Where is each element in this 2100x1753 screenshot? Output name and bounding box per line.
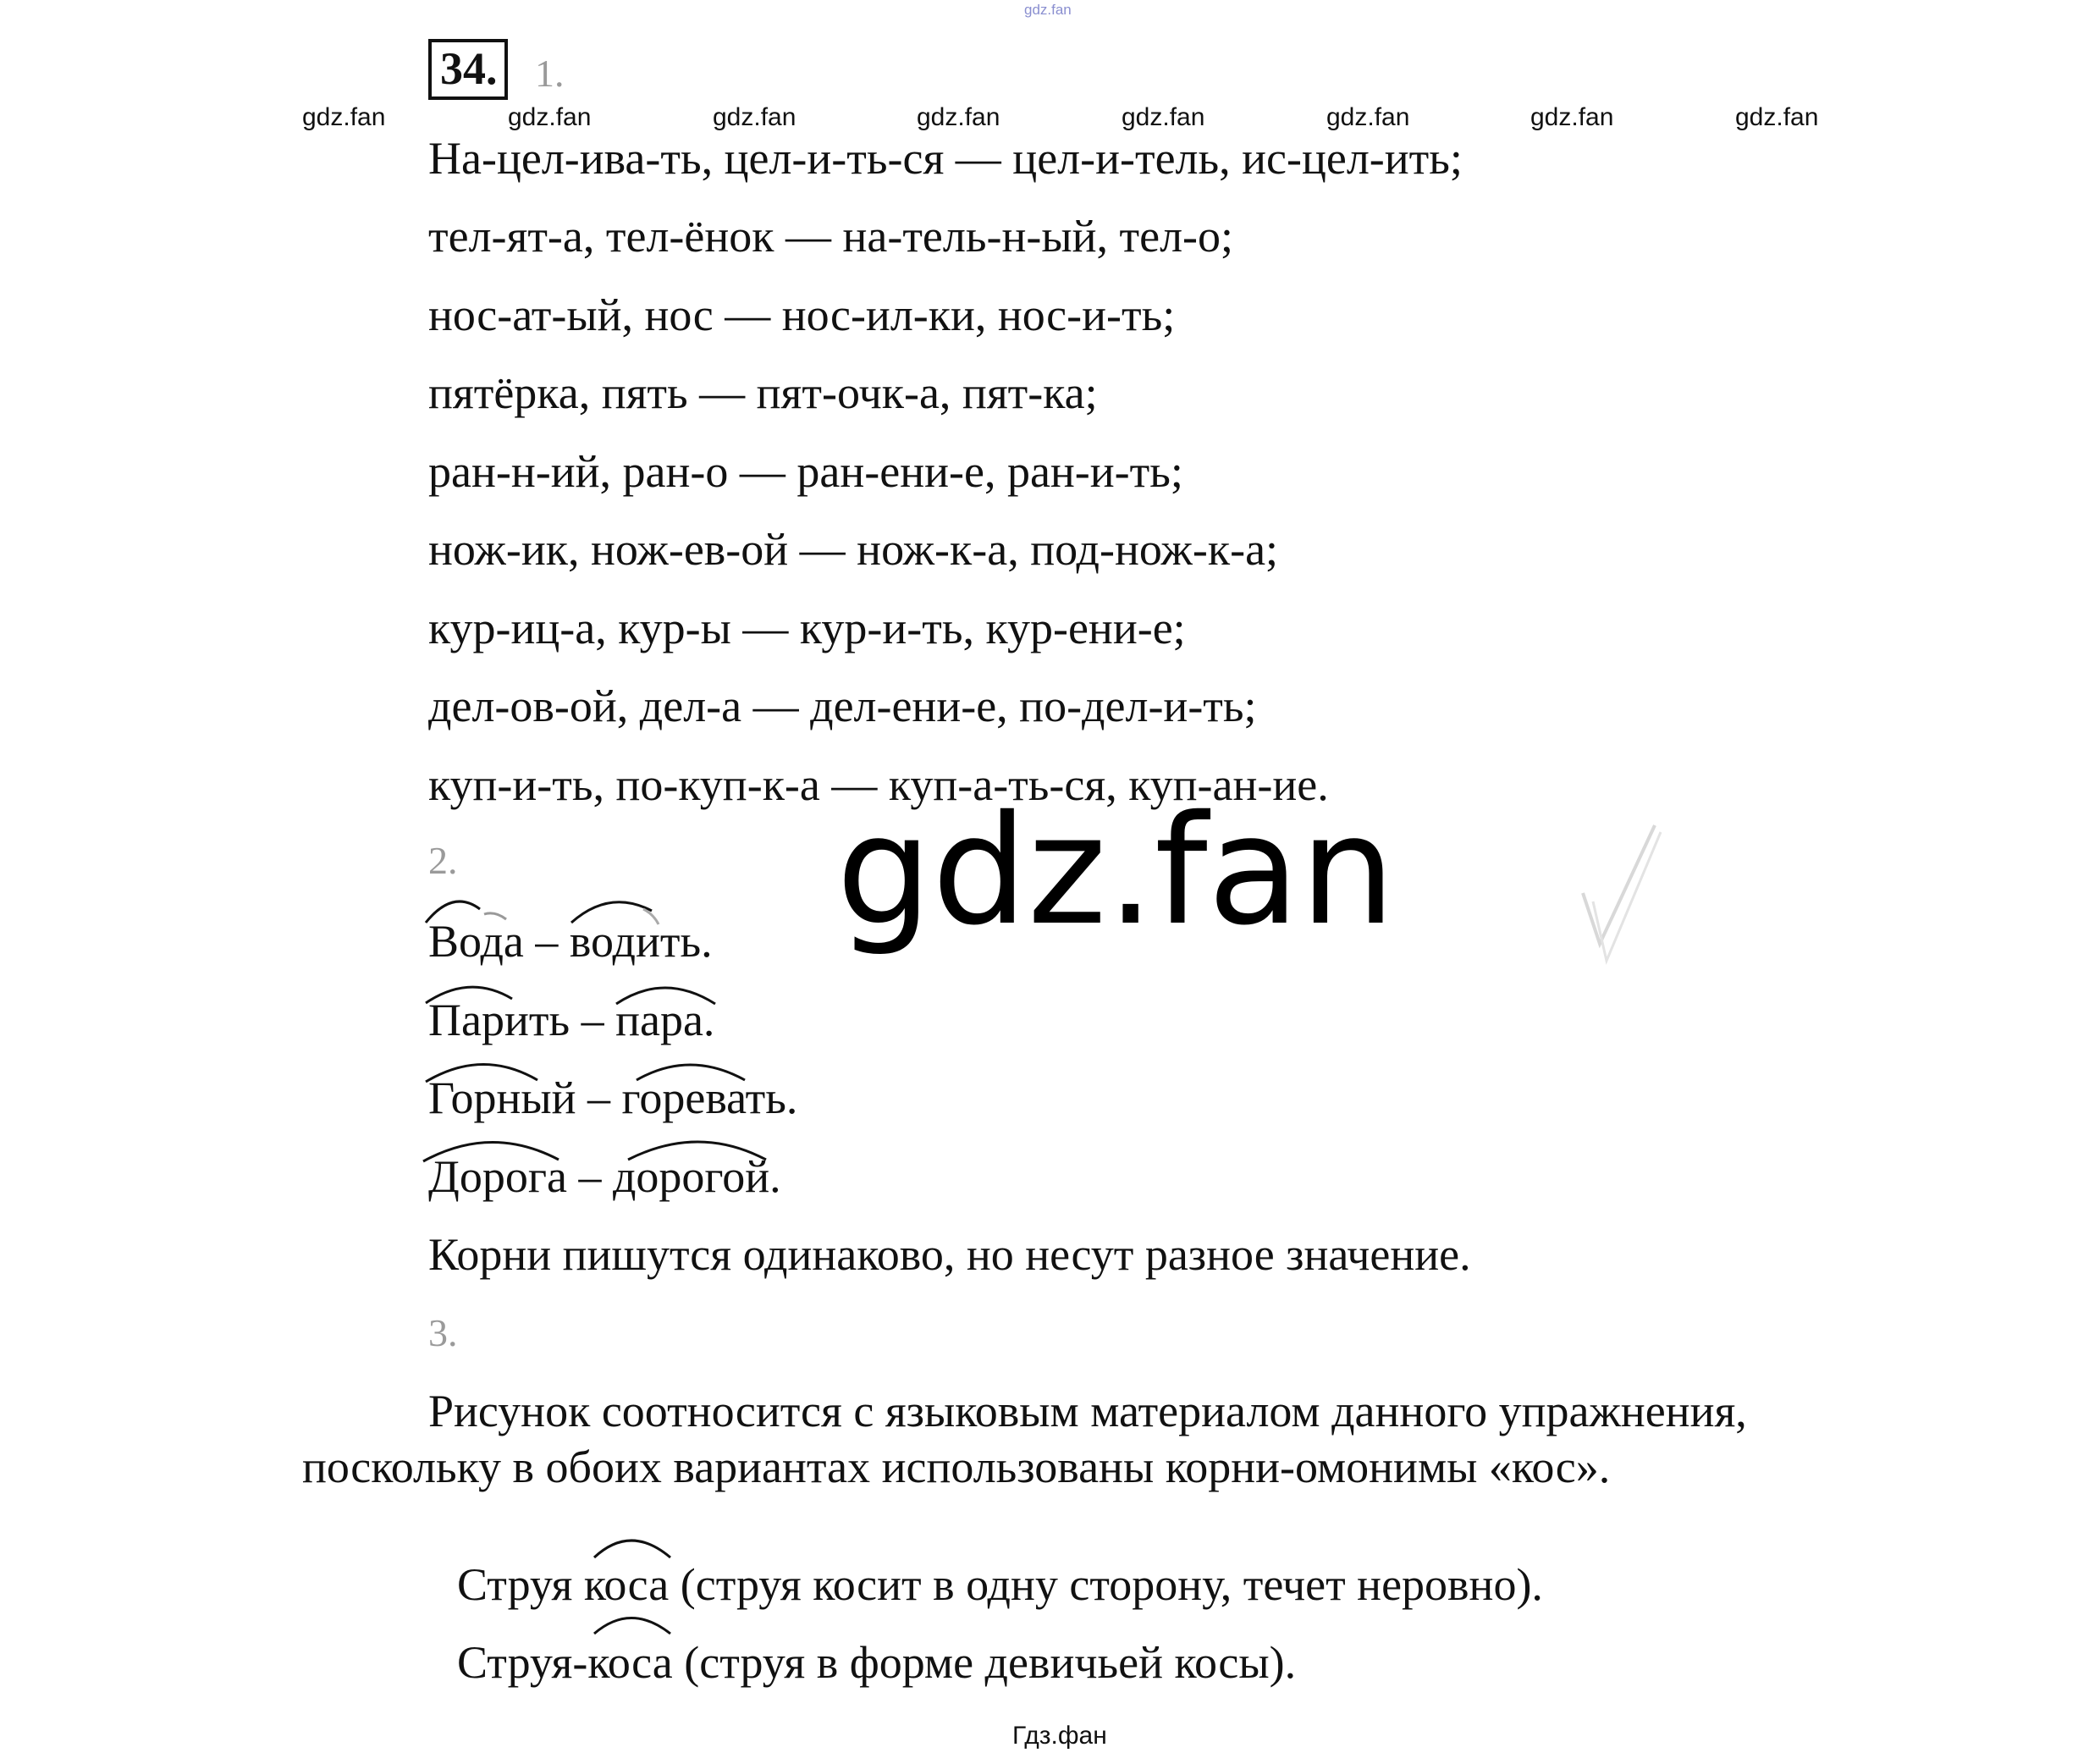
part2-line: Дорога – дорогой.	[428, 1151, 781, 1202]
checkmark-icon	[1574, 817, 1667, 978]
watermark-top: gdz.fan	[1024, 2, 1072, 18]
part3-example: Струя-коса (струя в форме девичьей косы).	[457, 1637, 1297, 1688]
part3-paragraph-line: поскольку в обоих вариантах использованы корни-омонимы «кос».	[302, 1442, 1611, 1492]
watermark-footer: Гдз.фан	[1012, 1722, 1107, 1750]
root-arc	[594, 1618, 670, 1634]
exercise-number: 34.	[428, 39, 508, 100]
part3-label: 3.	[428, 1311, 458, 1354]
part1-line: кур-иц-а, кур-ы — кур-и-ть, кур-ени-е;	[428, 603, 1186, 653]
part2-line: Парить – пара.	[428, 995, 715, 1045]
part1-line: нос-ат-ый, нос — нос-ил-ки, нос-и-ть;	[428, 289, 1176, 340]
part1-line: пятёрка, пять — пят-очк-а, пят-ка;	[428, 367, 1098, 418]
part2-line: Вода – водить.	[428, 916, 713, 967]
watermark-row-item: gdz.fan	[1530, 103, 1614, 131]
part3-example: Струя коса (струя косит в одну сторону, течет неровно).	[457, 1559, 1543, 1610]
watermark-row-item: gdz.fan	[713, 103, 796, 131]
part2-conclusion: Корни пишутся одинаково, но несут разное значение.	[428, 1229, 1471, 1280]
part1-line: куп-и-ть, по-куп-к-а — куп-а-ть-ся, куп-ан-ие.	[428, 759, 1329, 810]
root-arc	[594, 1541, 670, 1557]
watermark-row-item: gdz.fan	[1735, 103, 1819, 131]
watermark-row-item: gdz.fan	[917, 103, 1000, 131]
watermark-row-item: gdz.fan	[302, 103, 386, 131]
watermark-row-item: gdz.fan	[508, 103, 592, 131]
watermark-big: gdz.fan	[836, 783, 1396, 958]
part1-label: 1.	[535, 52, 565, 95]
part2-label: 2.	[428, 839, 458, 882]
watermark-row-item: gdz.fan	[1122, 103, 1205, 131]
part1-line: дел-ов-ой, дел-а — дел-ени-е, по-дел-и-ть;	[428, 681, 1257, 731]
watermark-row-item: gdz.fan	[1326, 103, 1410, 131]
part1-line: ран-н-ий, ран-о — ран-ени-е, ран-и-ть;	[428, 446, 1183, 497]
part1-line: На-цел-ива-ть, цел-и-ть-ся — цел-и-тель, ис-цел-ить;	[428, 133, 1463, 184]
part2-line: Горный – горевать.	[428, 1072, 798, 1123]
part1-line: тел-ят-а, тел-ёнок — на-тель-н-ый, тел-о;	[428, 211, 1234, 262]
part3-paragraph-line: Рисунок соотносится с языковым материалом данного упражнения,	[428, 1386, 1747, 1436]
part1-line: нож-ик, нож-ев-ой — нож-к-а, под-нож-к-а;	[428, 524, 1279, 575]
